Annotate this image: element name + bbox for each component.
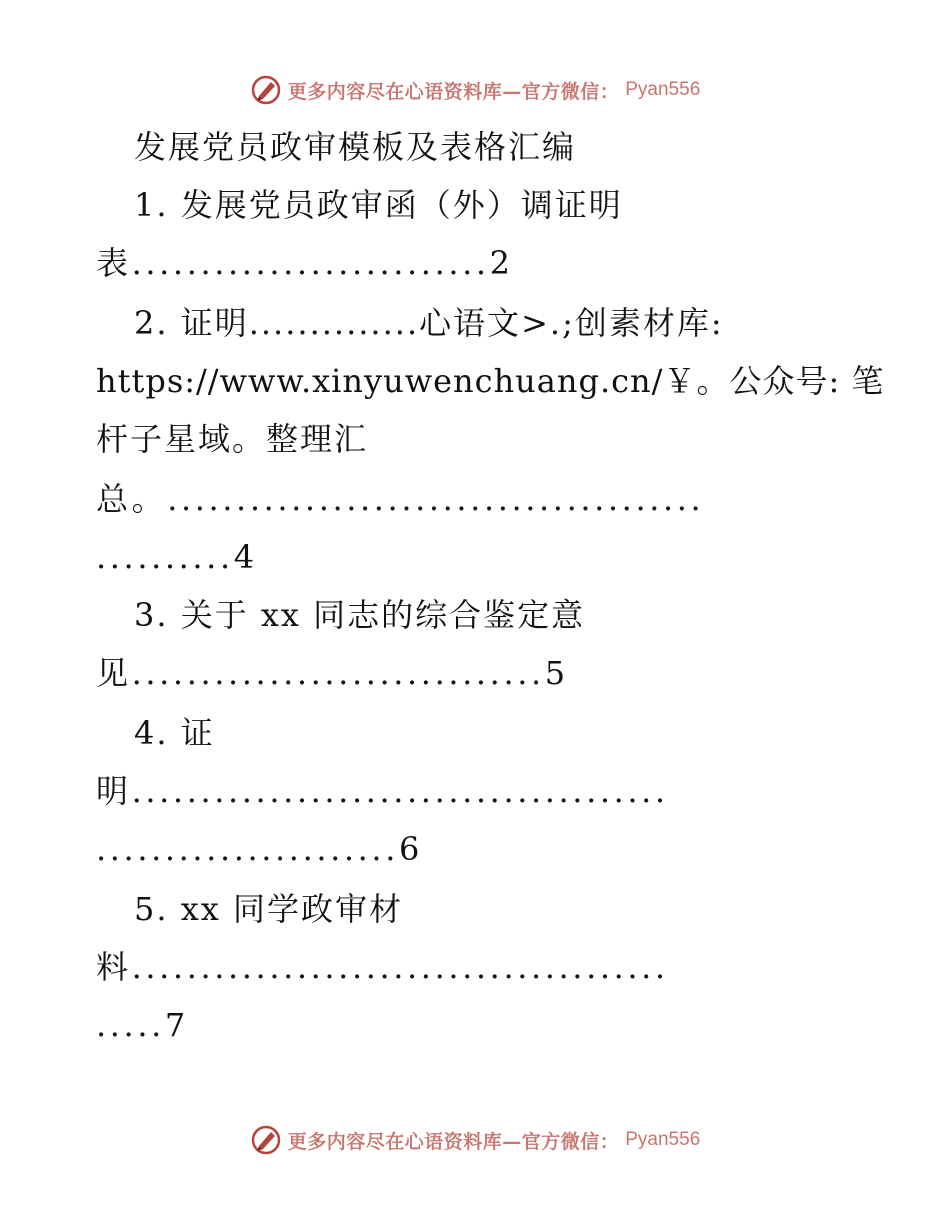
- toc-item-5-line-1: 5. xx 同学政审材: [134, 890, 403, 928]
- toc-item-2-line-2: https://www.xinyuwenchuang.cn/￥。公众号: 笔: [96, 362, 885, 400]
- toc-item-5-line-2: 料.......................................: [96, 948, 669, 986]
- watermark-handle: Pyan556: [625, 1129, 701, 1150]
- watermark-handle: Pyan556: [625, 79, 701, 100]
- toc-item-3-line-1: 3. 关于 xx 同志的综合鉴定意: [134, 596, 586, 634]
- watermark-text: 更多内容尽在心语资料库—官方微信：: [287, 80, 620, 103]
- watermark-banner-bottom: [0, 1120, 950, 1160]
- toc-item-2-line-1: 2. 证明..............心语文>.;创素材库:: [134, 304, 724, 342]
- pen-logo-icon: [250, 1124, 282, 1156]
- toc-item-3-line-2: 见..............................5: [96, 654, 569, 692]
- toc-item-4-line-1: 4. 证: [134, 714, 215, 752]
- toc-item-2-line-4: 总。.......................................: [96, 480, 705, 518]
- toc-item-4-line-3: ......................6: [96, 830, 423, 868]
- toc-item-1-line-2: 表..........................2: [96, 244, 514, 282]
- toc-item-5-line-3: .....7: [96, 1006, 189, 1044]
- toc-item-4-line-2: 明.......................................: [96, 772, 669, 810]
- pen-logo-icon: [250, 74, 282, 106]
- toc-item-2-line-5: ..........4: [96, 538, 258, 576]
- toc-item-2-line-3: 杆子星域。整理汇: [96, 420, 369, 458]
- watermark-banner-top: [0, 70, 950, 110]
- toc-item-1-line-1: 1. 发展党员政审函（外）调证明: [134, 186, 623, 224]
- document-title: 发展党员政审模板及表格汇编: [134, 128, 577, 166]
- watermark-text: 更多内容尽在心语资料库—官方微信：: [287, 1130, 620, 1153]
